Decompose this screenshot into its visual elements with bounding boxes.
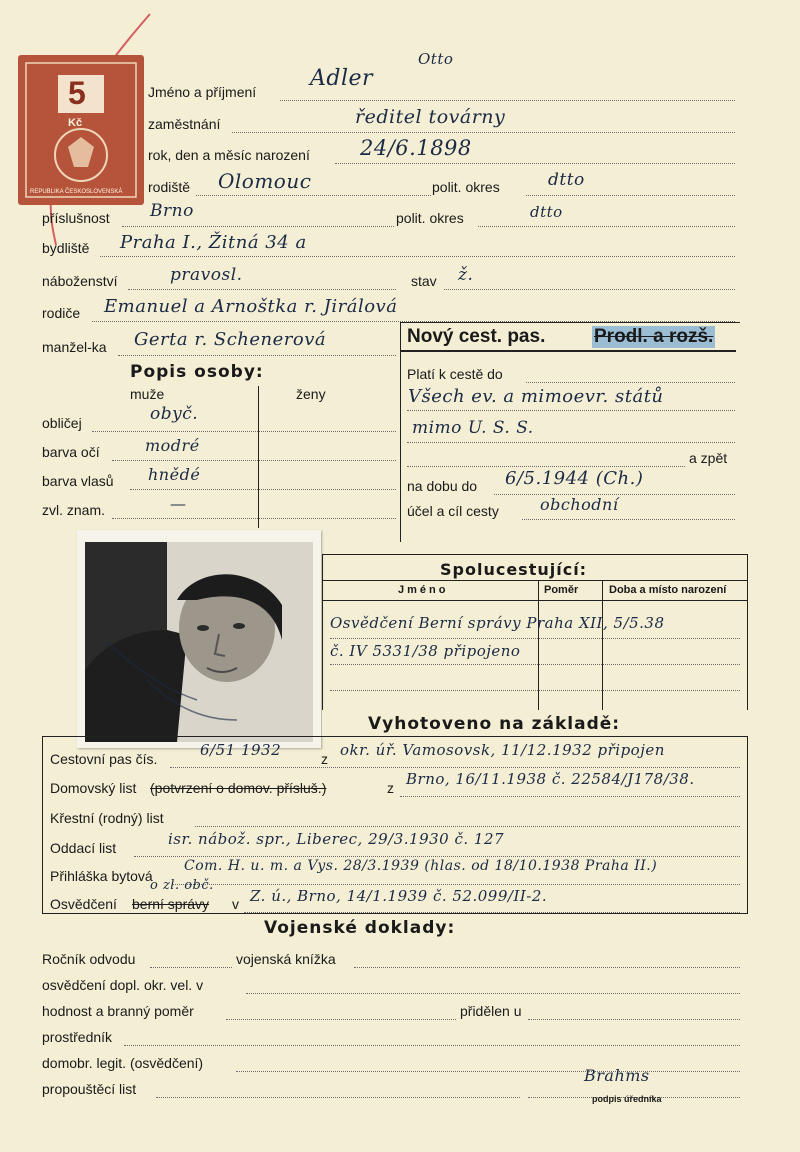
certificate-value: Z. ú., Brno, 14/1.1939 č. 52.099/II-2. <box>250 887 548 905</box>
companions-title: Spolucestující: <box>440 560 588 579</box>
birthdate-value: 24/6.1898 <box>360 136 472 160</box>
popis-divider <box>258 386 259 528</box>
portrait-photo <box>77 530 321 748</box>
purpose-label: účel a cíl cesty <box>407 503 499 519</box>
rank-label: hodnost a branný poměr <box>42 1003 194 1019</box>
assigned-line <box>528 1019 740 1020</box>
certificate-struck: berní správy <box>132 896 210 912</box>
district-2-value: dtto <box>530 203 563 221</box>
birth-cert-label: Křestní (rodný) list <box>50 810 164 826</box>
old-passport-value: okr. úř. Vamosovsk, 11/12.1932 připojen <box>340 741 665 759</box>
basis-title: Vyhotoveno na základě: <box>368 714 621 734</box>
stamp-text: REPUBLIKA ČESKOSLOVENSKÁ <box>30 189 123 195</box>
certificate-above: o zl. obč. <box>150 878 214 893</box>
registration-line <box>172 884 740 885</box>
companions-col-divider-2 <box>602 580 603 711</box>
parents-value: Emanuel a Arnoštka r. Jirálová <box>104 296 398 317</box>
discharge-label: propouštěcí list <box>42 1081 137 1097</box>
certificate-line <box>244 912 740 913</box>
revenue-stamp <box>18 55 144 205</box>
purpose-line <box>522 519 735 520</box>
spouse-value: Gerta r. Schenerová <box>134 329 327 350</box>
birthplace-value: Olomouc <box>218 169 312 193</box>
face-label: obličej <box>42 415 82 431</box>
male-column-label: muže <box>130 386 165 402</box>
religion-line <box>128 289 396 290</box>
draft-year-line <box>150 967 232 968</box>
marks-label: zvl. znam. <box>42 502 106 518</box>
companions-col-divider-1 <box>538 580 539 711</box>
name-line <box>280 100 735 101</box>
occupation-line <box>232 132 735 133</box>
valid-for-label: Platí k cestě do <box>407 366 503 382</box>
intermediary-label: prostředník <box>42 1029 113 1045</box>
residence-label: bydliště <box>42 240 90 256</box>
valid-for-line-2 <box>407 410 735 411</box>
residence-value: Praha I., Žitná 34 a <box>120 232 307 253</box>
duration-value: 6/5.1944 (Ch.) <box>505 468 644 489</box>
name-value-2: Otto <box>418 50 454 68</box>
military-book-line <box>354 967 740 968</box>
birthdate-label: rok, den a měsíc narození <box>148 147 310 163</box>
domicile-struck: (potvrzení o domov. přísluš.) <box>150 780 327 796</box>
valid-for-line-3 <box>407 442 735 443</box>
registration-label: Přihláška bytová <box>50 868 153 884</box>
marital-line <box>444 289 735 290</box>
military-book-label: vojenská knížka <box>236 951 336 967</box>
assigned-label: přidělen u <box>460 1003 522 1019</box>
home-guard-label: domobr. legit. (osvědčení) <box>42 1055 204 1071</box>
marks-value: — <box>170 494 187 513</box>
birthplace-label: rodiště <box>148 179 191 195</box>
district-1-label: polit. okres <box>432 179 500 195</box>
companions-col-relation: Poměr <box>544 584 579 596</box>
discharge-line <box>156 1097 520 1098</box>
return-label: a zpět <box>689 450 728 466</box>
citizenship-value: Brno <box>150 201 194 221</box>
birth-cert-line <box>195 826 740 827</box>
old-passport-label: Cestovní pas čís. <box>50 751 158 767</box>
district-1-line <box>526 195 735 196</box>
valid-for-value-2: mimo U. S. S. <box>412 418 534 438</box>
new-passport-label: Nový cest. pas. <box>407 326 546 347</box>
domicile-line <box>400 796 740 797</box>
stamp-value: 5 <box>68 75 86 111</box>
religion-label: náboženství <box>42 273 118 289</box>
reserve-cert-line <box>246 993 740 994</box>
person-description-title: Popis osoby: <box>130 362 264 382</box>
marital-label: stav <box>411 273 437 289</box>
registration-value: Com. H. u. m. a Vys. 28/3.1939 (hlas. od 18/10.1938 Praha II.) <box>184 858 658 874</box>
old-passport-line <box>170 767 740 768</box>
companions-row-line-2 <box>330 664 740 665</box>
spouse-line <box>118 355 396 356</box>
hair-color-value: hnědé <box>148 465 201 484</box>
female-column-label: ženy <box>296 386 326 402</box>
certificate-label: Osvědčení <box>50 896 117 912</box>
companions-col-name: Jméno <box>398 584 449 596</box>
intermediary-line <box>124 1045 740 1046</box>
passport-header-underline <box>400 350 736 352</box>
marriage-cert-label: Oddací list <box>50 840 117 856</box>
reserve-cert-label: osvědčení dopl. okr. vel. v <box>42 977 204 993</box>
parents-label: rodiče <box>42 305 81 321</box>
signature-caption: podpis úředníka <box>592 1094 662 1104</box>
eye-color-line <box>112 460 396 461</box>
companions-note-1: Osvědčení Berní správy Praha XII, 5/5.38 <box>330 614 665 632</box>
old-passport-number: 6/51 1932 <box>200 741 282 759</box>
home-guard-line <box>236 1071 740 1072</box>
eye-color-value: modré <box>145 436 200 455</box>
draft-year-label: Ročník odvodu <box>42 951 136 967</box>
marriage-cert-value: isr. nábož. spr., Liberec, 29/3.1930 č. 127 <box>168 830 505 848</box>
passport-box-left <box>400 322 401 542</box>
hair-color-label: barva vlasů <box>42 473 114 489</box>
birthplace-line <box>196 195 431 196</box>
domicile-value: Brno, 16/11.1938 č. 22584/J178/38. <box>406 770 695 788</box>
citizenship-label: příslušnost <box>42 210 110 226</box>
rank-line <box>226 1019 456 1020</box>
domicile-label: Domovský list <box>50 780 137 796</box>
marriage-cert-line <box>134 856 740 857</box>
companions-header-top <box>322 580 748 581</box>
valid-for-value-1: Všech ev. a mimoevr. států <box>408 386 664 407</box>
domicile-from: z <box>387 780 394 796</box>
residence-line <box>100 256 735 257</box>
marital-value: ž. <box>458 265 474 285</box>
valid-for-line-4 <box>407 466 685 467</box>
marks-line <box>112 518 396 519</box>
stamp-currency: Kč <box>68 117 83 129</box>
companions-note-2: č. IV 5331/38 připojeno <box>330 642 521 660</box>
religion-value: pravosl. <box>170 265 243 285</box>
citizenship-line <box>122 226 394 227</box>
official-signature: Brahms <box>584 1066 650 1085</box>
face-line <box>92 431 396 432</box>
occupation-label: zaměstnání <box>148 116 221 132</box>
occupation-value: ředitel továrny <box>355 106 506 128</box>
certificate-in: v <box>232 896 239 912</box>
military-title: Vojenské doklady: <box>264 918 456 938</box>
district-2-line <box>478 226 735 227</box>
valid-for-line-1 <box>526 382 735 383</box>
companions-header-bottom <box>322 600 748 601</box>
old-passport-from: z <box>321 751 328 767</box>
name-value: Adler <box>310 66 374 91</box>
companions-row-line-1 <box>330 638 740 639</box>
companions-row-line-3 <box>330 690 740 691</box>
hair-color-line <box>130 489 396 490</box>
face-value: obyč. <box>150 404 199 424</box>
duration-label: na dobu do <box>407 478 478 494</box>
spouse-label: manžel-ka <box>42 339 107 355</box>
eye-color-label: barva očí <box>42 444 100 460</box>
district-2-label: polit. okres <box>396 210 464 226</box>
passport-box-top <box>400 322 740 323</box>
purpose-value: obchodní <box>540 495 619 514</box>
district-1-value: dtto <box>548 170 585 190</box>
extension-label: Prodl. a rozš. <box>594 326 714 347</box>
companions-col-birth: Doba a místo narození <box>609 584 727 596</box>
birthdate-line <box>335 163 735 164</box>
name-label: Jméno a příjmení <box>148 84 257 100</box>
